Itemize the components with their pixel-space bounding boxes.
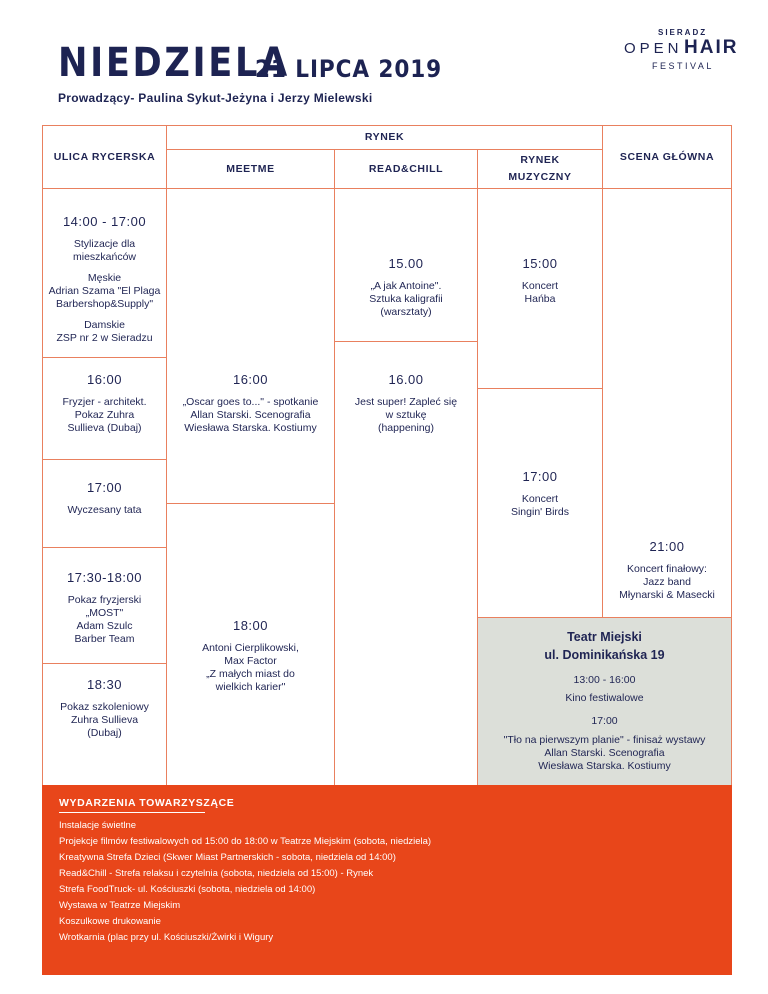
- event-desc: Singin' Birds: [510, 506, 570, 518]
- event-desc: Hańba: [524, 293, 556, 305]
- column-meetme: MEETME: [226, 162, 275, 175]
- event-desc: Barbershop&Supply": [55, 298, 154, 310]
- events-heading-underline: [59, 812, 205, 813]
- event-desc: ZSP nr 2 w Sieradzu: [56, 332, 153, 344]
- event-desc: Męskie: [87, 272, 122, 284]
- event-scena-1: [603, 539, 731, 602]
- event-ulica-2: [43, 372, 166, 435]
- event-muzyczny-1: [478, 256, 602, 306]
- event-meetme-1: [167, 372, 334, 435]
- event-time: 16:00: [232, 372, 269, 387]
- column-rynek-muzyczny-line2: MUZYCZNY: [508, 171, 572, 183]
- logo-hair: HAIR: [684, 37, 739, 58]
- event-desc: Damskie: [84, 319, 125, 331]
- column-scena-glowna: SCENA GŁÓWNA: [619, 150, 715, 163]
- list-item: Wystawa w Teatrze Miejskim: [59, 900, 181, 911]
- event-desc: Koncert: [521, 280, 559, 292]
- event-muzyczny-2: [478, 469, 602, 519]
- event-desc: Jest super! Zapleć się: [354, 396, 458, 408]
- event-time: 16.00: [388, 372, 424, 387]
- event-desc: Antoni Cierplikowski,: [202, 642, 299, 654]
- event-time: 18:00: [232, 618, 269, 633]
- events-section: [42, 785, 732, 975]
- events-heading: WYDARZENIA TOWARZYSZĄCE: [59, 797, 235, 809]
- column-rynek-muzyczny-line1: RYNEK: [520, 154, 560, 166]
- list-item: Kreatywna Strefa Dzieci (Skwer Miast Partnerskich - sobota, niedziela od 14:00): [59, 852, 396, 863]
- event-desc: Fryzjer - architekt.: [62, 396, 147, 408]
- list-item: Koszulkowe drukowanie: [59, 916, 161, 927]
- event-desc: „Oscar goes to..." - spotkanie: [182, 396, 319, 408]
- event-desc: Wiesława Starska. Kostiumy: [184, 422, 317, 434]
- event-readchill-1: [335, 256, 477, 319]
- event-ulica-4: [43, 570, 166, 646]
- event-ulica-1: [43, 214, 166, 345]
- event-desc: Młynarski & Masecki: [619, 589, 715, 601]
- column-rynek: RYNEK: [364, 131, 405, 143]
- logo-open: OPEN: [624, 40, 683, 57]
- event-time: 14:00 - 17:00: [62, 214, 147, 229]
- teatr-time-2: 17:00: [591, 715, 618, 727]
- event-desc: w sztukę: [385, 409, 427, 421]
- event-desc: „MOST": [85, 607, 124, 619]
- event-desc: Jazz band: [643, 576, 691, 588]
- event-desc: Zuhra Sullieva: [70, 714, 139, 726]
- event-desc: „A jak Antoine".: [370, 280, 442, 292]
- event-desc: (Dubaj): [87, 727, 122, 739]
- event-time: 17:00: [522, 469, 558, 484]
- event-desc: Adam Szulc: [76, 620, 133, 632]
- list-item: Read&Chill - Strefa relaksu i czytelnia (sobota, niedziela od 15:00) - Rynek: [59, 868, 374, 879]
- event-desc: „Z małych miast do: [206, 668, 295, 680]
- event-time: 15.00: [388, 256, 424, 271]
- list-item: Strefa FoodTruck- ul. Kościuszki (sobota, niedziela od 14:00): [59, 884, 316, 895]
- teatr-time-1: 13:00 - 16:00: [573, 674, 636, 686]
- event-desc: Stylizacje dla mieszkańców: [72, 238, 137, 263]
- event-time: 17:30-18:00: [67, 570, 142, 585]
- event-readchill-2: [335, 372, 477, 435]
- event-time: 18:30: [86, 677, 123, 692]
- logo-city: SIERADZ: [658, 28, 708, 37]
- teatr-desc-2: Wiesława Starska. Kostiumy: [538, 760, 671, 772]
- events-list: [59, 818, 431, 946]
- teatr-desc-2: "Tło na pierwszym planie" - finisaż wystawy: [503, 734, 706, 746]
- event-desc: Sztuka kaligrafii: [369, 293, 443, 305]
- column-rynek-muzyczny: [478, 150, 602, 188]
- event-desc: Koncert: [521, 493, 559, 505]
- list-item: Instalacje świetlne: [59, 820, 137, 831]
- column-read-chill: READ&CHILL: [368, 162, 444, 175]
- page-title-day: NIEDZIELA: [58, 40, 290, 86]
- teatr-address: ul. Dominikańska 19: [544, 648, 665, 662]
- list-item: Projekcje filmów festiwalowych od 15:00 do 18:00 w Teatrze Miejskim (sobota, niedziela): [59, 836, 432, 847]
- event-desc: Sullieva (Dubaj): [67, 422, 142, 434]
- logo-festival: FESTIVAL: [652, 61, 714, 71]
- event-desc: Pokaz Zuhra: [74, 409, 135, 421]
- event-desc: Max Factor: [224, 655, 277, 667]
- event-desc: Adrian Szama "El Plaga: [48, 285, 161, 297]
- event-desc: Pokaz fryzjerski: [67, 594, 142, 606]
- event-desc: Pokaz szkoleniowy: [60, 701, 149, 713]
- column-ulica-rycerska: ULICA RYCERSKA: [53, 150, 156, 163]
- festival-logo: [622, 28, 738, 84]
- teatr-desc-2: Allan Starski. Scenografia: [544, 747, 665, 759]
- event-ulica-3: [43, 480, 166, 517]
- event-desc: Barber Team: [74, 633, 135, 645]
- event-desc: Wyczesany tata: [67, 504, 142, 516]
- teatr-content: [478, 628, 731, 773]
- event-time: 21:00: [649, 539, 685, 554]
- event-meetme-2: [167, 618, 334, 694]
- event-desc: wielkich karier": [215, 681, 286, 693]
- event-desc: Allan Starski. Scenografia: [190, 409, 311, 421]
- event-time: 15:00: [522, 256, 558, 271]
- hosts-line: Prowadzący- Paulina Sykut-Jeżyna i Jerzy Mielewski: [58, 91, 373, 105]
- teatr-title: Teatr Miejski: [567, 630, 642, 644]
- event-desc: (happening): [377, 422, 435, 434]
- event-desc: (warsztaty): [380, 306, 432, 318]
- teatr-desc-1: Kino festiwalowe: [565, 692, 644, 704]
- event-ulica-5: [43, 677, 166, 740]
- list-item: Wrotkarnia (plac przy ul. Kościuszki/Żwirki i Wigury: [59, 932, 274, 943]
- page-title-date: 21 LIPCA 2019: [255, 55, 443, 83]
- event-time: 17:00: [86, 480, 123, 495]
- event-desc: Koncert finałowy:: [627, 563, 707, 575]
- event-time: 16:00: [86, 372, 123, 387]
